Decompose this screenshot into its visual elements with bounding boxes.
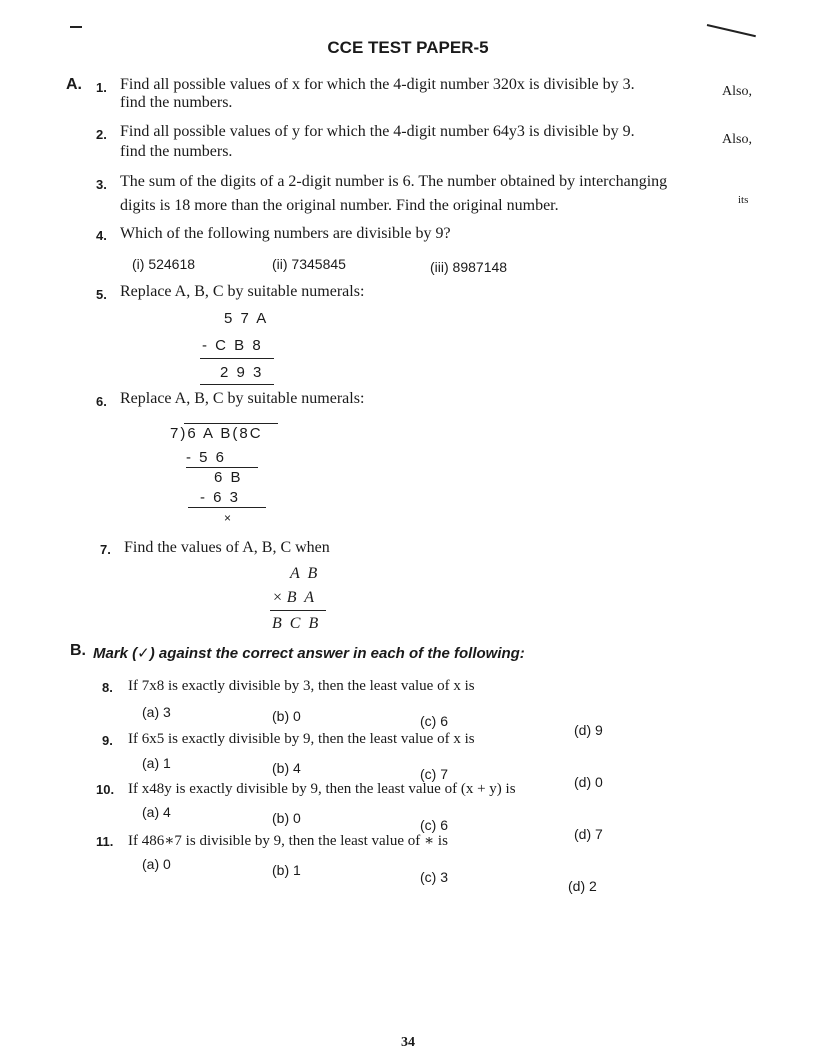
q1-line2: find the numbers. [120,94,233,111]
q5-text: Replace A, B, C by suitable numerals: [120,283,365,300]
q8-option-a: (a) 3 [142,704,171,720]
q7-row3: B C B [272,615,319,632]
q9-option-c: (c) 7 [420,766,448,782]
q4-text: Which of the following numbers are divisible by 9? [120,225,451,242]
q5-number: 5. [96,287,107,302]
q7-row2: × B A [272,589,315,606]
q2-also: Also, [722,132,752,147]
q5-row2: - C B 8 [202,337,263,354]
q4-number: 4. [96,228,107,243]
q3-line1: The sum of the digits of a 2-digit number is 6. The number obtained by interchanging [120,173,668,190]
page-title: CCE TEST PAPER-5 [327,38,489,57]
section-b-heading: Mark (✓) against the correct answer in each of the following: [93,645,525,662]
q6-rule-1 [186,467,258,468]
q6-rule-2 [188,507,266,508]
corner-mark-left [70,26,82,28]
q4-option-iii: (iii) 8987148 [430,259,508,275]
page-number: 34 [401,1035,415,1050]
q8-number: 8. [102,680,113,695]
q2-number: 2. [96,127,107,142]
q7-rule [270,610,326,611]
q4-option-i: (i) 524618 [132,256,196,272]
q7-row1: A B [290,565,318,582]
q2-line2: find the numbers. [120,143,233,160]
q10-option-a: (a) 4 [142,804,171,820]
q9-number: 9. [102,733,113,748]
q7-number: 7. [100,542,111,557]
q11-option-a: (a) 0 [142,856,171,872]
q8-text: If 7x8 is exactly divisible by 3, then the least value of x is [128,678,475,694]
q10-number: 10. [96,782,115,797]
corner-mark-right [707,24,756,37]
q6-row2: - 5 6 [186,449,227,466]
q11-option-d: (d) 2 [568,878,597,894]
q6-text: Replace A, B, C by suitable numerals: [120,390,365,407]
q8-option-d: (d) 9 [574,722,603,738]
q1-number: 1. [96,80,107,95]
q3-number: 3. [96,177,107,192]
q11-number: 11. [96,834,114,849]
section-b-label: B. [70,642,86,659]
section-a-label: A. [66,76,82,93]
q6-row5: × [224,511,232,525]
q10-option-d: (d) 7 [574,826,603,842]
q11-text: If 486∗7 is divisible by 9, then the least value of ∗ is [128,833,448,849]
q11-option-b: (b) 1 [272,862,301,878]
q5-row3: 2 9 3 [220,364,264,381]
q6-row4: - 6 3 [200,489,241,506]
q5-rule-1 [200,358,274,359]
q9-option-b: (b) 4 [272,760,301,776]
q9-text: If 6x5 is exactly divisible by 9, then the least value of x is [128,731,475,747]
q8-option-b: (b) 0 [272,708,301,724]
q6-row1: 7)6 A B(8C [170,425,263,442]
q6-row3: 6 B [214,469,243,486]
q1-also: Also, [722,84,752,99]
q10-option-c: (c) 6 [420,817,448,833]
q9-option-a: (a) 1 [142,755,171,771]
q10-text: If x48y is exactly divisible by 9, then the least value of (x + y) is [128,781,516,797]
q5-rule-2 [200,384,274,385]
q11-option-c: (c) 3 [420,869,448,885]
q7-text: Find the values of A, B, C when [124,539,330,556]
q8-option-c: (c) 6 [420,713,448,729]
q4-option-ii: (ii) 7345845 [272,256,346,272]
q3-line2: digits is 18 more than the original number. Find the original number. [120,197,559,214]
q5-row1: 5 7 A [224,310,269,327]
q6-number: 6. [96,394,107,409]
q9-option-d: (d) 0 [574,774,603,790]
q6-division-bar [184,423,278,424]
q2-line1: Find all possible values of y for which the 4-digit number 64y3 is divisible by 9. [120,123,635,140]
q10-option-b: (b) 0 [272,810,301,826]
q1-line1: Find all possible values of x for which the 4-digit number 320x is divisible by 3. [120,76,635,93]
q3-its: its [738,194,749,206]
